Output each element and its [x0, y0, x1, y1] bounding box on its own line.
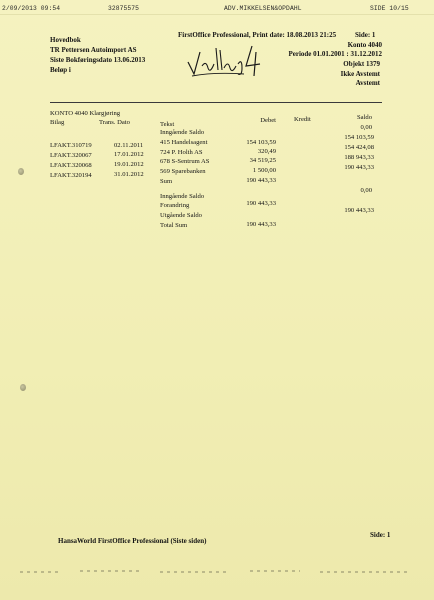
header-divider [50, 102, 382, 103]
row-text: 724 P. Holth AS [160, 149, 203, 156]
not-reconciled: Ikke Avstemt [340, 70, 380, 78]
row-debit: 154 103,59 [246, 139, 276, 146]
footer-page-label: Side: 1 [370, 531, 391, 539]
company-name: TR Pettersen Autoimport AS [50, 46, 137, 54]
row-balance: 154 424,08 [344, 144, 374, 151]
fax-sender: ADV.MIKKELSEN&OPDAHL [224, 5, 302, 12]
closing-balance: 190 443,33 [344, 207, 374, 214]
reconciled: Avstemt [355, 79, 380, 87]
last-posting-date: 13.06.2013 [113, 56, 146, 64]
punch-hole [18, 168, 24, 175]
row-voucher: LFAKT.310719 [50, 142, 92, 149]
sum-debit: 190 443,33 [246, 177, 276, 184]
row-voucher: LFAKT.320067 [50, 152, 92, 159]
row-text: 678 S-Sentrum AS [160, 158, 210, 165]
col-trans-date: Trans. Dato [99, 119, 130, 126]
account-title: KONTO 4040 Klargjøring [50, 110, 121, 117]
col-text: Tekst [160, 121, 175, 128]
row-balance: 190 443,33 [344, 164, 374, 171]
bottom-edge-marks [0, 566, 434, 576]
change-text: Forandring [160, 202, 190, 209]
total-debit: 190 443,33 [246, 221, 276, 228]
row-debit: 320,49 [257, 148, 276, 155]
row-balance: 154 103,59 [344, 134, 374, 141]
last-posting-line [50, 56, 145, 64]
col-debit: Debet [260, 117, 276, 124]
fax-page: SIDE 10/15 [370, 5, 409, 12]
row-date: 02.11.2011 [114, 142, 144, 149]
row-voucher: LFAKT.320194 [50, 172, 92, 179]
row-date: 19.01.2012 [114, 161, 144, 168]
fax-date-time: 2/09/2013 09:54 [2, 5, 61, 12]
header-page-label: Side: 1 [355, 31, 376, 39]
handwritten-annotation [184, 40, 270, 80]
print-info: FirstOffice Professional, Print date: 18.08.2013 21:25 [178, 31, 337, 39]
last-posting-label: Siste Bokføringsdato [50, 56, 113, 64]
report-name: Hovedbok [50, 36, 81, 44]
punch-hole [20, 384, 26, 391]
row-debit: 1 500,00 [252, 167, 276, 174]
row-voucher: LFAKT.320068 [50, 162, 92, 169]
amount-label: Beløp i [50, 66, 71, 74]
row-debit: 34 519,25 [249, 157, 276, 164]
total-text: Total Sum [160, 222, 188, 229]
account-number: Konto 4040 [347, 41, 382, 49]
scan-line [0, 14, 434, 15]
summary-opening-balance: 0,00 [360, 187, 372, 194]
row-date: 31.01.2012 [114, 171, 144, 178]
change-debit: 190 443,33 [246, 200, 276, 207]
row-text: 569 Sparebanken [160, 168, 206, 175]
col-credit: Kredit [294, 116, 311, 123]
opening-text: Inngående Saldo [160, 129, 205, 136]
period: Periode 01.01.2001 : 31.12.2012 [288, 50, 382, 58]
closing-text: Utgående Saldo [160, 212, 202, 219]
opening-balance: 0,00 [360, 124, 372, 131]
col-balance: Saldo [356, 114, 372, 121]
sum-text: Sum [160, 178, 173, 185]
row-balance: 188 943,33 [344, 154, 374, 161]
col-voucher: Bilag [50, 119, 65, 126]
row-date: 17.01.2012 [114, 151, 144, 158]
summary-opening-text: Inngående Saldo [160, 193, 205, 200]
row-text: 415 Handelsagent [160, 139, 208, 146]
object-number: Objekt 1379 [343, 60, 380, 68]
footer-product: HansaWorld FirstOffice Professional (Siste siden) [58, 537, 207, 545]
fax-number: 32875575 [108, 5, 140, 12]
